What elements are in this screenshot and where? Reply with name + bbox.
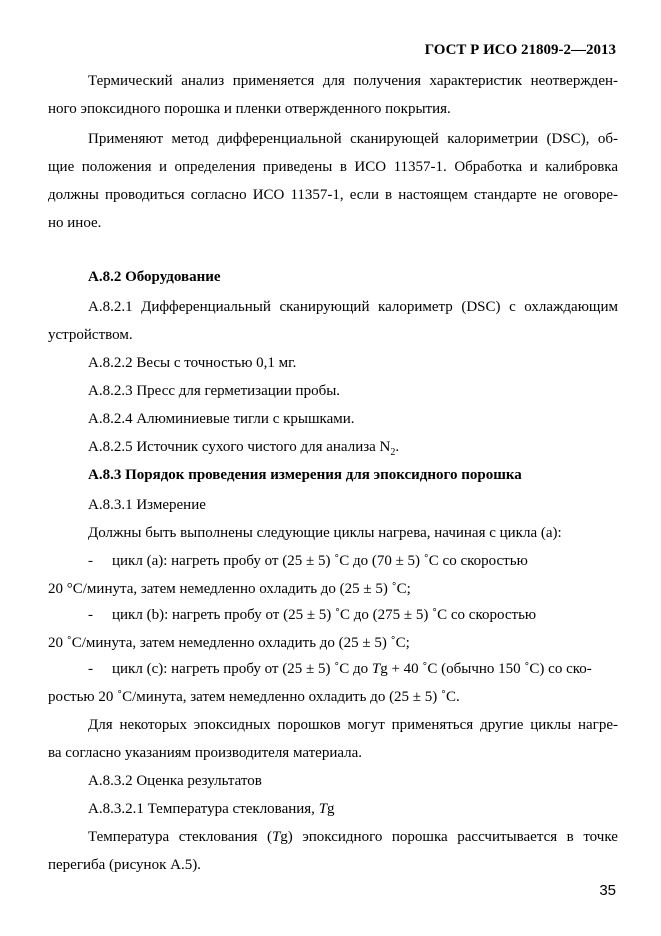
document-header: ГОСТ Р ИСО 21809-2—2013 — [424, 42, 616, 58]
paragraph-line: А.8.2.1 Дифференциальный сканирующий калориметр (DSC) с охлаждающим — [88, 299, 618, 315]
list-item: - цикл (с): нагреть пробу от (25 ± 5) ˚С до Tg + 40 ˚С (обычно 150 ˚С) со ско- — [88, 661, 592, 677]
paragraph-line: А.8.2.2 Весы с точностью 0,1 мг. — [88, 355, 297, 371]
paragraph-line: щие положения и определения приведены в ИСО 11357-1. Обработка и калибровка — [48, 159, 618, 175]
paragraph-line: ного эпоксидного порошка и пленки отвержденного покрытия. — [48, 101, 451, 117]
paragraph-line: А.8.2.5 Источник сухого чистого для анализа $N_2$. — [88, 439, 400, 458]
paragraph-line: Термический анализ применяется для получения характеристик неотвержден- — [88, 73, 618, 89]
section-heading: А.8.2 Оборудование — [88, 269, 221, 285]
paragraph-line: 20 ˚С/минута, затем немедленно охладить до (25 ± 5) ˚С; — [48, 635, 410, 651]
paragraph-line: устройством. — [48, 327, 133, 343]
paragraph-line: но иное. — [48, 215, 102, 231]
paragraph-line: А.8.3.1 Измерение — [88, 497, 206, 513]
section-heading: А.8.3 Порядок проведения измерения для эпоксидного порошка — [88, 467, 522, 483]
paragraph-line: Применяют метод дифференциальной сканирующей калориметрии (DSC), об- — [88, 131, 618, 147]
paragraph-line: ростью 20 ˚С/минута, затем немедленно охладить до (25 ± 5) ˚С. — [48, 689, 460, 705]
paragraph-line: Температура стеклования (Tg) эпоксидного порошка рассчитывается в точке — [88, 829, 618, 845]
paragraph-line: должны проводиться согласно ИСО 11357-1, если в настоящем стандарте не оговоре- — [48, 187, 618, 203]
paragraph-line: 20 °С/минута, затем немедленно охладить до (25 ± 5) ˚С; — [48, 581, 411, 597]
paragraph-line: Для некоторых эпоксидных порошков могут применяться другие циклы нагре- — [88, 717, 618, 733]
list-item: - цикл (а): нагреть пробу от (25 ± 5) ˚С до (70 ± 5) ˚С со скоростью — [88, 553, 528, 569]
paragraph-line: А.8.3.2 Оценка результатов — [88, 773, 262, 789]
page-number: 35 — [599, 882, 616, 899]
paragraph-line: перегиба (рисунок А.5). — [48, 857, 201, 873]
paragraph-line: А.8.2.4 Алюминиевые тигли с крышками. — [88, 411, 355, 427]
paragraph-line: ва согласно указаниям производителя материала. — [48, 745, 363, 761]
paragraph-line: А.8.2.3 Пресс для герметизации пробы. — [88, 383, 341, 399]
paragraph-line: Должны быть выполнены следующие циклы нагрева, начиная с цикла (а): — [88, 525, 562, 541]
list-item: - цикл (b): нагреть пробу от (25 ± 5) ˚С до (275 ± 5) ˚С со скоростью — [88, 607, 537, 623]
paragraph-line: А.8.3.2.1 Температура стеклования, Tg — [88, 801, 335, 817]
